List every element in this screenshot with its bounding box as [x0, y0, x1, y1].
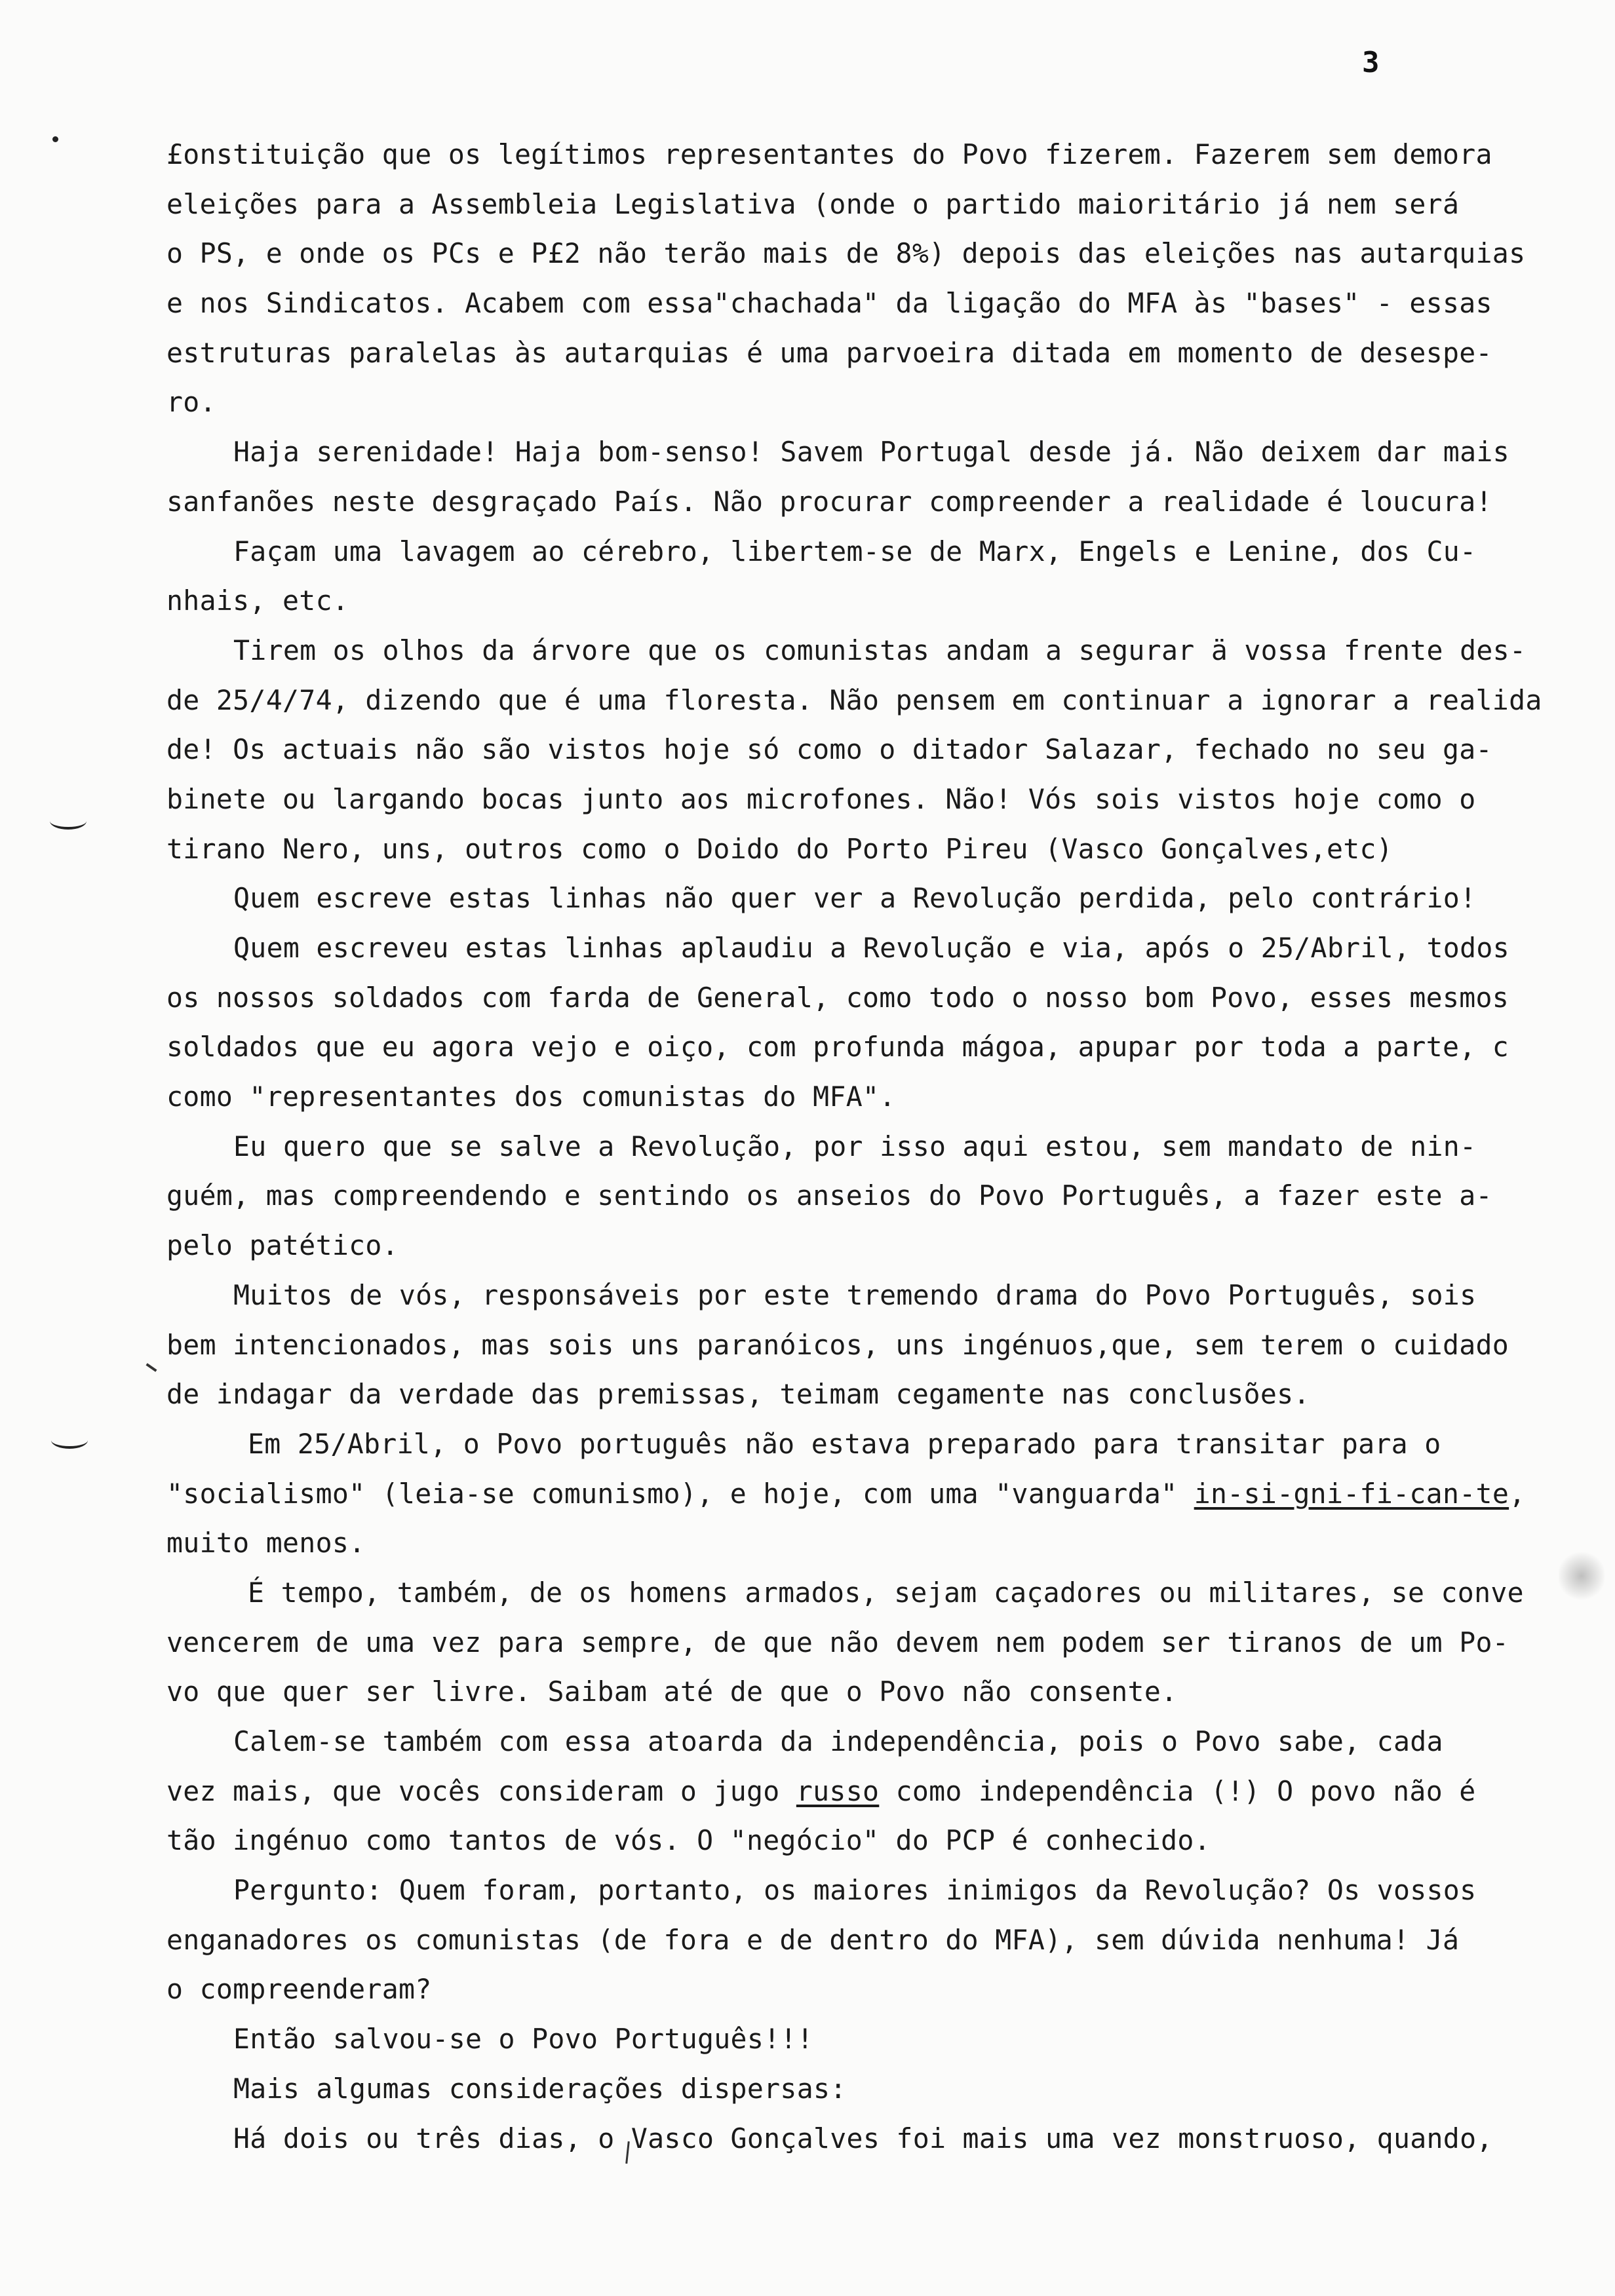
- text-line: de! Os actuais não são vistos hoje só como o ditador Salazar, fechado no seu ga-: [166, 733, 1492, 766]
- text-line: bem intencionados, mas sois uns paranóicos, uns ingénuos,que, sem terem o cuidado: [166, 1328, 1509, 1361]
- text-line: Pergunto: Quem foram, portanto, os maiores inimigos da Revolução? Os vossos: [233, 1874, 1477, 1907]
- text-line: sanfanões neste desgraçado País. Não procurar compreender a realidade é loucura!: [166, 485, 1492, 518]
- text-line: estruturas paralelas às autarquias é uma parvoeira ditada em momento de desespe-: [166, 336, 1492, 369]
- text-line: Então salvou-se o Povo Português!!!: [233, 2023, 813, 2056]
- text-segment: "socialismo" (leia-se comunismo), e hoje, com uma "vanguarda": [166, 1477, 1194, 1510]
- text-line: o compreenderam?: [166, 1973, 432, 2006]
- text-line: guém, mas compreendendo e sentindo os anseios do Povo Português, a fazer este a-: [166, 1179, 1492, 1212]
- text-line: Muitos de vós, responsáveis por este tremendo drama do Povo Português, sois: [233, 1278, 1477, 1311]
- text-line: ro.: [166, 386, 216, 419]
- text-line: eleições para a Assembleia Legislativa (onde o partido maioritário já nem será: [166, 187, 1460, 220]
- text-line: binete ou largando bocas junto aos microfones. Não! Vós sois vistos hoje como o: [166, 782, 1476, 815]
- text-line: muito menos.: [166, 1527, 366, 1559]
- text-line: £onstituição que os legítimos representantes do Povo fizerem. Fazerem sem demora: [166, 138, 1492, 170]
- text-line: pelo patético.: [166, 1229, 399, 1262]
- text-line: Há dois ou três dias, o Vasco Gonçalves foi mais uma vez monstruoso, quando,: [233, 2122, 1493, 2154]
- text-line: e nos Sindicatos. Acabem com essa"chachada" da ligação do MFA às "bases" - essas: [166, 287, 1492, 320]
- text-line: Tirem os olhos da árvore que os comunistas andam a segurar ä vossa frente des-: [233, 634, 1527, 666]
- text-line: nhais, etc.: [166, 584, 349, 617]
- text-line: [0, 1469, 1615, 1519]
- text-line: de 25/4/74, dizendo que é uma floresta. Não pensem em continuar a ignorar a realida: [166, 683, 1542, 716]
- text-line: É tempo, também, de os homens armados, sejam caçadores ou militares, se conve: [248, 1576, 1524, 1609]
- text-line: de indagar da verdade das premissas, teimam cegamente nas conclusões.: [166, 1378, 1310, 1411]
- text-line: vencerem de uma vez para sempre, de que não devem nem podem ser tiranos de um Po-: [166, 1626, 1509, 1658]
- text-line: Quem escreve estas linhas não quer ver a Revolução perdida, pelo contrário!: [233, 882, 1477, 915]
- underlined-word: russo: [796, 1774, 880, 1807]
- underlined-word: in-si-gni-fi-can-te: [1194, 1477, 1509, 1510]
- text-segment: ,: [1509, 1477, 1526, 1510]
- text-line: soldados que eu agora vejo e oiço, com profunda mágoa, apupar por toda a parte, c: [166, 1031, 1509, 1063]
- text-line: como "representantes dos comunistas do MFA".: [166, 1081, 896, 1113]
- text-line: tirano Nero, uns, outros como o Doido do Porto Pireu (Vasco Gonçalves,etc): [166, 832, 1393, 865]
- text-line: vo que quer ser livre. Saibam até de que o Povo não consente.: [166, 1675, 1178, 1708]
- text-line: [0, 1767, 1615, 1816]
- text-line: Em 25/Abril, o Povo português não estava preparado para transitar para o: [248, 1427, 1441, 1460]
- text-segment: vez mais, que vocês consideram o jugo: [166, 1774, 796, 1807]
- text-line: Quem escreveu estas linhas aplaudiu a Revolução e via, após o 25/Abril, todos: [233, 932, 1509, 964]
- text-line: tão ingénuo como tantos de vós. O "negócio" do PCP é conhecido.: [166, 1824, 1211, 1857]
- text-line: Calem-se também com essa atoarda da independência, pois o Povo sabe, cada: [233, 1725, 1443, 1757]
- document-body: [0, 130, 1615, 2163]
- text-segment: como independência (!) O povo não é: [879, 1774, 1476, 1807]
- text-line: enganadores os comunistas (de fora e de dentro do MFA), sem dúvida nenhuma! Já: [166, 1923, 1460, 1956]
- text-line: o PS, e onde os PCs e P£2 não terão mais de 8%) depois das eleições nas autarquias: [166, 237, 1526, 270]
- text-line: Eu quero que se salve a Revolução, por isso aqui estou, sem mandato de nin-: [233, 1130, 1477, 1162]
- text-line: Haja serenidade! Haja bom-senso! Savem Portugal desde já. Não deixem dar mais: [233, 436, 1509, 469]
- text-line: Mais algumas considerações dispersas:: [233, 2072, 847, 2105]
- text-line: os nossos soldados com farda de General, como todo o nosso bom Povo, esses mesmos: [166, 981, 1509, 1014]
- page-number: 3: [1362, 46, 1380, 79]
- text-line: Façam uma lavagem ao cérebro, libertem-se de Marx, Engels e Lenine, dos Cu-: [233, 535, 1477, 567]
